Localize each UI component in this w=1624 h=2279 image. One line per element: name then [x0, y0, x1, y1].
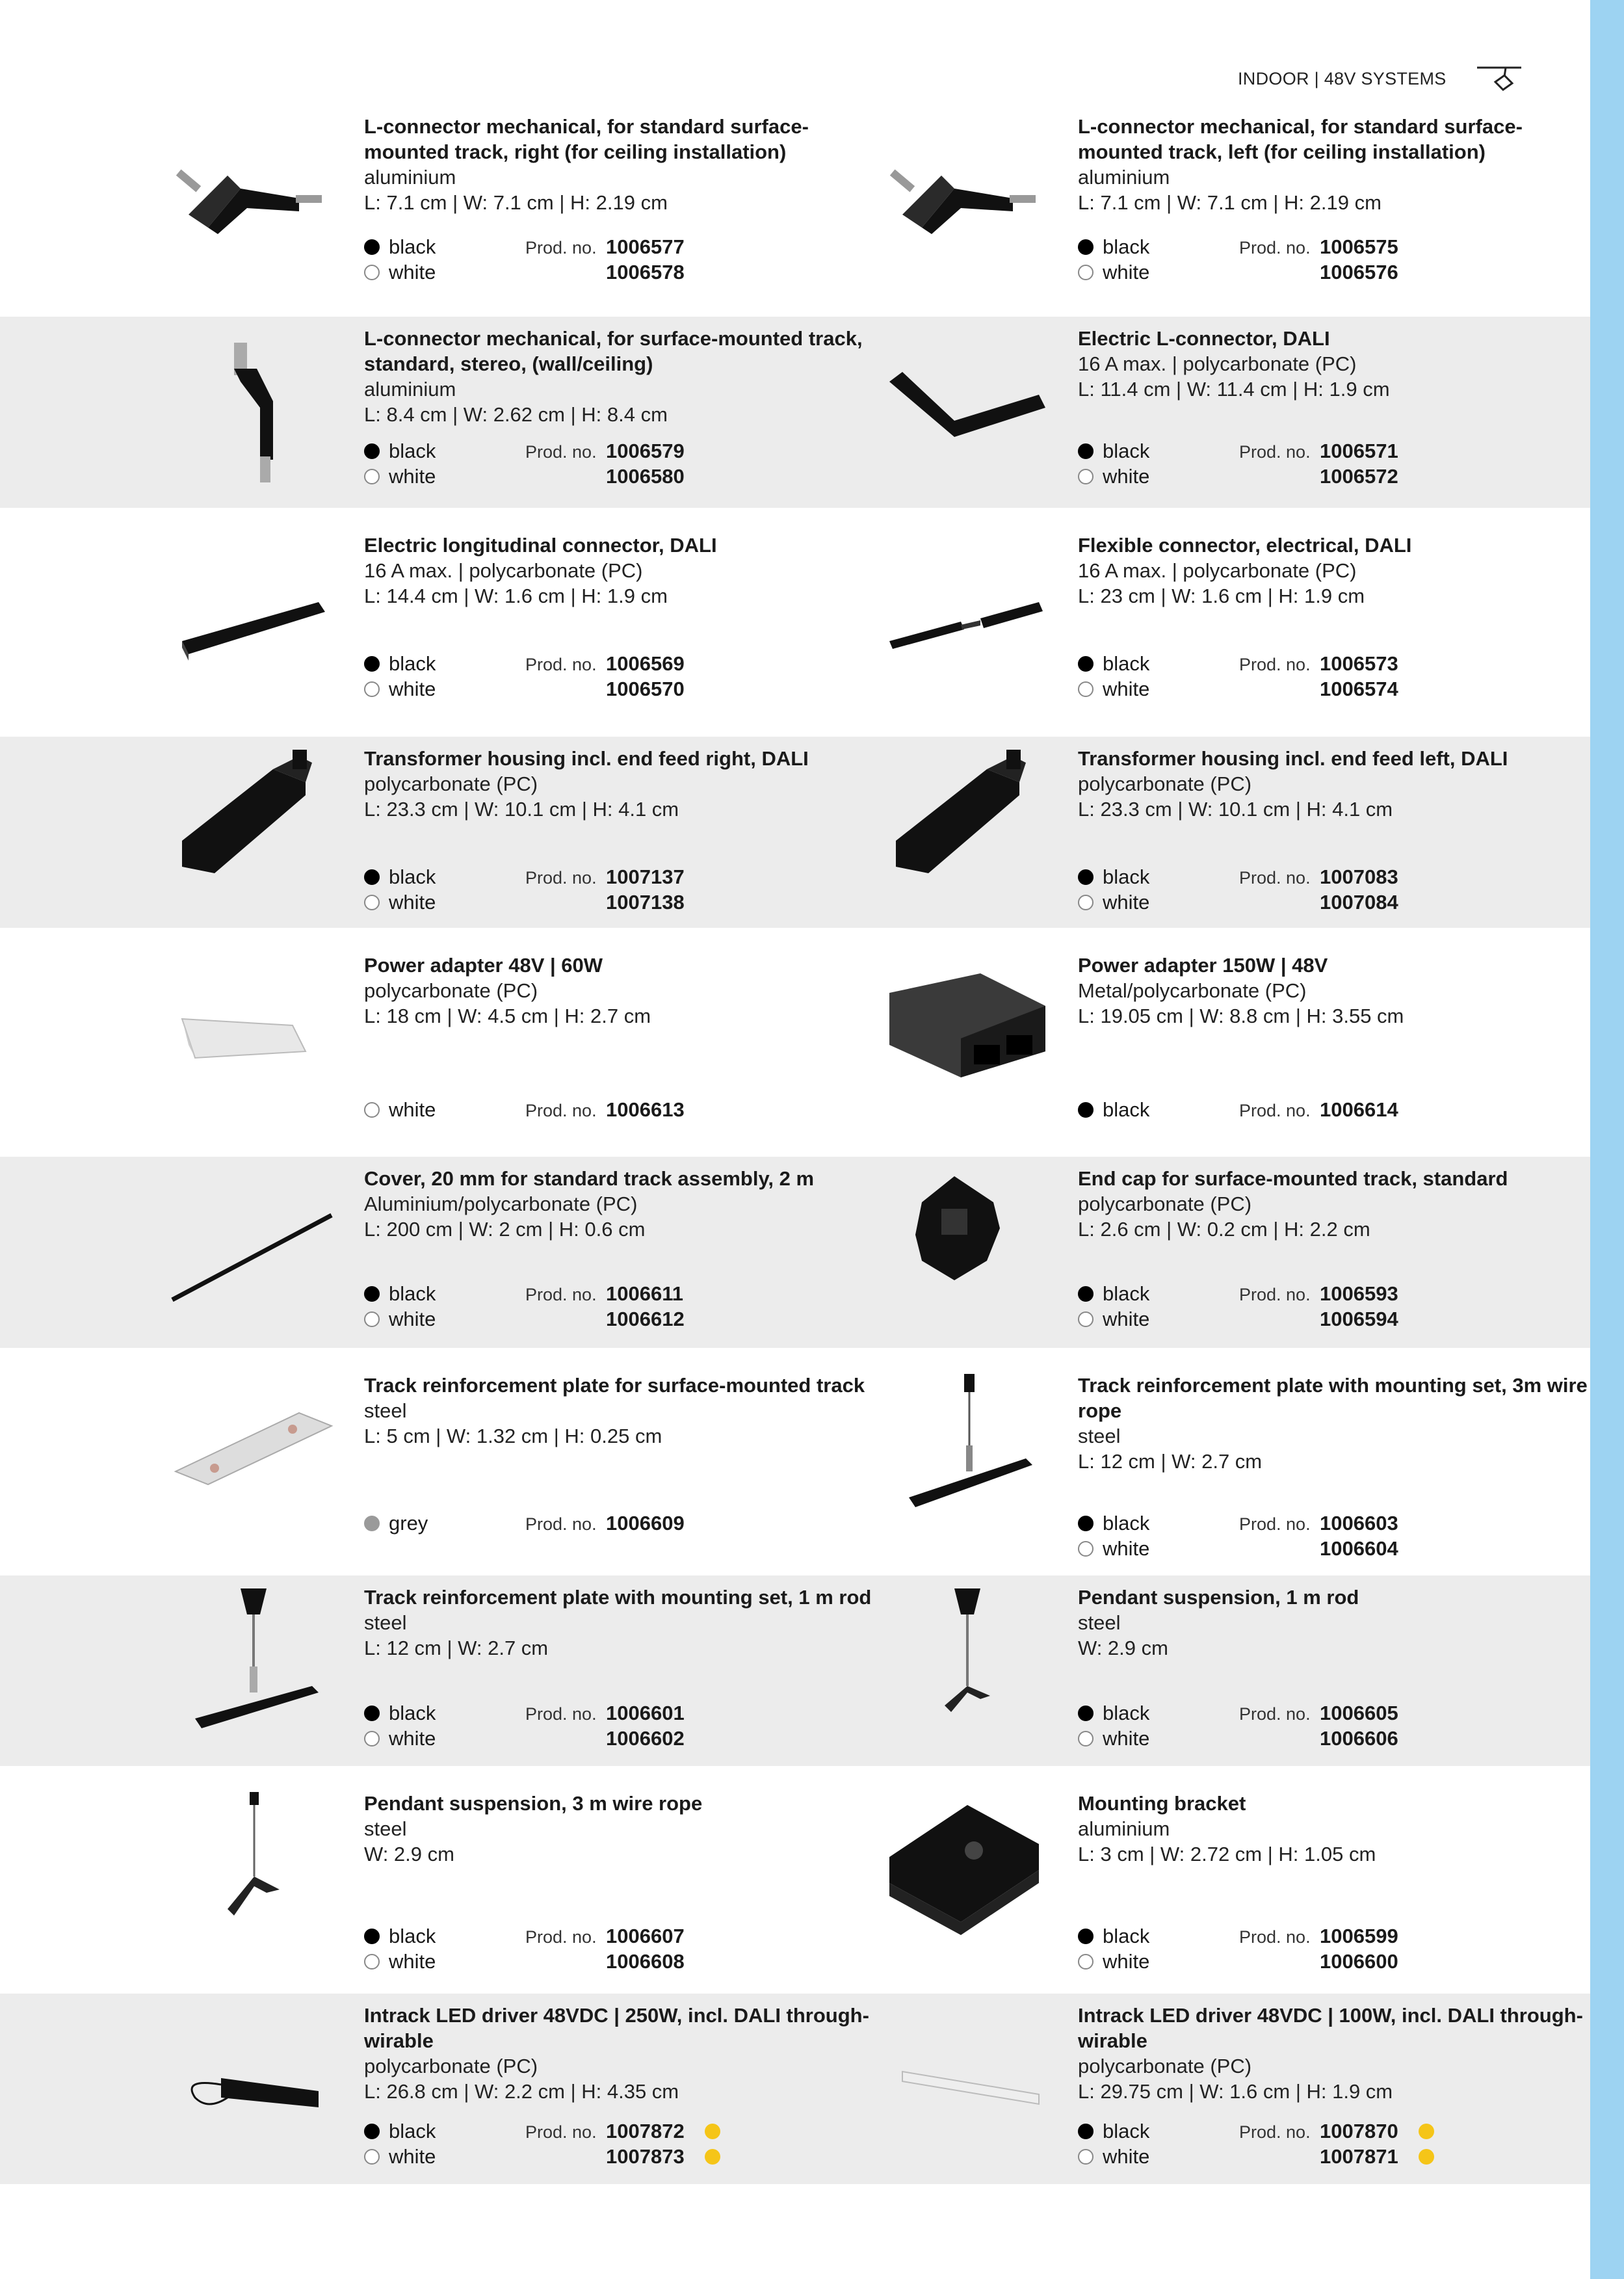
color-name: white: [1103, 1950, 1150, 1973]
variant-row: [364, 1923, 728, 1949]
product-material: steel: [364, 1817, 407, 1840]
color-swatch: [1078, 2124, 1094, 2139]
new-badge-icon: [1419, 2149, 1434, 2165]
color-swatch: [1078, 869, 1094, 885]
product-number: 1006571: [1320, 440, 1398, 462]
color-name: black: [1103, 865, 1150, 888]
product-info: [364, 746, 884, 822]
prod-no-label: Prod. no.: [525, 1514, 597, 1534]
variant-row: [364, 1306, 728, 1332]
product-number: 1006576: [1320, 261, 1398, 283]
color-name: white: [1103, 1308, 1150, 1330]
variant-row: [1078, 889, 1442, 915]
color-name: white: [1103, 891, 1150, 914]
prod-no-label: Prod. no.: [1239, 442, 1311, 462]
product-number: 1006612: [606, 1308, 685, 1330]
product-dimensions: L: 200 cm | W: 2 cm | H: 0.6 cm: [364, 1218, 646, 1241]
variant-list: [1078, 1097, 1442, 1122]
product-title: Power adapter 150W | 48V: [1078, 954, 1328, 977]
product-info: [1078, 1166, 1598, 1242]
color-swatch: [1078, 1286, 1094, 1302]
variant-row: [1078, 1097, 1442, 1122]
variant-list: [1078, 1923, 1442, 1974]
color-swatch: [364, 1311, 380, 1327]
product-material: aluminium: [1078, 166, 1170, 189]
variant-row: [1078, 464, 1442, 489]
product-number: 1007083: [1320, 865, 1398, 888]
product-title: Electric longitudinal connector, DALI: [364, 534, 717, 557]
product-dimensions: L: 5 cm | W: 1.32 cm | H: 0.25 cm: [364, 1425, 662, 1447]
product-info: [1078, 1791, 1598, 1867]
product-material: polycarbonate (PC): [364, 772, 538, 795]
color-name: white: [389, 891, 436, 914]
prod-no-label: Prod. no.: [525, 655, 597, 674]
product-info: [364, 1166, 884, 1242]
color-name: black: [1103, 2120, 1150, 2142]
product-dimensions: L: 8.4 cm | W: 2.62 cm | H: 8.4 cm: [364, 403, 668, 426]
variant-list: [364, 438, 728, 489]
prod-no-label: Prod. no.: [1239, 1514, 1311, 1534]
variant-row: [364, 1726, 728, 1751]
variant-row: [364, 889, 728, 915]
color-swatch: [1078, 265, 1094, 280]
color-swatch: [1078, 681, 1094, 697]
product-title: Pendant suspension, 1 m rod: [1078, 1586, 1359, 1609]
color-name: white: [389, 1950, 436, 1973]
color-name: white: [389, 678, 436, 700]
product-number: 1006601: [606, 1702, 685, 1724]
variant-row: [364, 1949, 728, 1974]
prod-no-label: Prod. no.: [1239, 655, 1311, 674]
color-swatch: [1078, 2149, 1094, 2165]
product-number: 1006604: [1320, 1537, 1398, 1560]
product-number: 1006605: [1320, 1702, 1398, 1724]
new-badge-icon: [1419, 2124, 1434, 2139]
product-info: [1078, 533, 1598, 609]
product-info: [364, 1373, 884, 1449]
color-swatch: [364, 1286, 380, 1302]
product-dimensions: L: 2.6 cm | W: 0.2 cm | H: 2.2 cm: [1078, 1218, 1370, 1241]
product-title: Track reinforcement plate for surface-mounted track: [364, 1374, 865, 1397]
product-number: 1007870: [1320, 2120, 1398, 2142]
flexible-connector-icon: [883, 537, 1052, 700]
color-swatch: [1078, 1706, 1094, 1721]
pendant-wire-icon: [169, 1779, 338, 1942]
variant-row: [1078, 676, 1442, 702]
variant-row: [1078, 2118, 1442, 2144]
variant-row: [364, 234, 728, 259]
product-number: 1006593: [1320, 1282, 1398, 1305]
color-name: white: [389, 261, 436, 283]
variant-list: [364, 651, 728, 702]
prod-no-label: Prod. no.: [1239, 868, 1311, 888]
led-driver-white-icon: [883, 1994, 1052, 2156]
product-info: [1078, 953, 1598, 1029]
variant-list: [1078, 438, 1442, 489]
color-name: white: [1103, 678, 1150, 700]
product-number: 1007871: [1320, 2145, 1398, 2168]
prod-no-label: Prod. no.: [525, 868, 597, 888]
product-dimensions: L: 12 cm | W: 2.7 cm: [364, 1637, 549, 1659]
product-material: steel: [1078, 1425, 1121, 1447]
product-dimensions: L: 23.3 cm | W: 10.1 cm | H: 4.1 cm: [1078, 798, 1393, 821]
variant-list: [1078, 2118, 1442, 2169]
product-number: 1007138: [606, 891, 685, 914]
variant-list: [364, 1923, 728, 1974]
product-material: polycarbonate (PC): [364, 2055, 538, 2077]
variant-row: [364, 1097, 728, 1122]
product-number: 1007137: [606, 865, 685, 888]
wire-rope-mount-icon: [883, 1367, 1052, 1530]
longitudinal-connector-icon: [169, 537, 338, 700]
variant-row: [1078, 234, 1442, 259]
prod-no-label: Prod. no.: [525, 1927, 597, 1947]
product-number: 1006580: [606, 465, 685, 488]
color-name: white: [1103, 465, 1150, 488]
color-swatch: [364, 265, 380, 280]
product-info: [364, 1585, 884, 1661]
variant-list: [1078, 1700, 1442, 1751]
product-number: 1007872: [606, 2120, 685, 2142]
product-title: Power adapter 48V | 60W: [364, 954, 603, 977]
product-info: [1078, 1585, 1598, 1661]
variant-list: [1078, 1510, 1442, 1561]
product-title: Transformer housing incl. end feed left, DALI: [1078, 747, 1508, 770]
variant-row: [1078, 651, 1442, 676]
variant-row: [1078, 1923, 1442, 1949]
variant-row: [364, 2144, 728, 2169]
prod-no-label: Prod. no.: [1239, 1285, 1311, 1304]
color-swatch: [364, 1516, 380, 1531]
product-number: 1006572: [1320, 465, 1398, 488]
color-swatch: [364, 2149, 380, 2165]
product-title: Pendant suspension, 3 m wire rope: [364, 1792, 703, 1815]
product-info: [1078, 746, 1598, 822]
product-material: Aluminium/polycarbonate (PC): [364, 1192, 638, 1215]
section-header: INDOOR | 48V SYSTEMS: [1238, 69, 1447, 88]
product-info: [364, 114, 884, 215]
color-name: black: [1103, 1282, 1150, 1305]
product-title: Cover, 20 mm for standard track assembly, 2 m: [364, 1167, 815, 1190]
color-swatch: [364, 1102, 380, 1118]
power-adapter-black-icon: [883, 947, 1052, 1110]
new-badge-icon: [705, 2124, 720, 2139]
color-swatch: [364, 469, 380, 484]
color-swatch: [364, 239, 380, 255]
rod-mount-icon: [169, 1575, 338, 1738]
color-swatch: [364, 869, 380, 885]
l-connector-stereo-icon: [169, 330, 338, 492]
variant-row: [1078, 1536, 1442, 1561]
variant-row: [364, 259, 728, 285]
product-number: 1006570: [606, 678, 685, 700]
product-title: L-connector mechanical, for surface-mounted track, standard, stereo, (wall/ceiling): [364, 327, 863, 375]
color-name: black: [389, 235, 436, 258]
product-number: 1006613: [606, 1098, 685, 1121]
prod-no-label: Prod. no.: [1239, 1704, 1311, 1724]
variant-row: [364, 1281, 728, 1306]
color-swatch: [1078, 1929, 1094, 1944]
product-dimensions: L: 3 cm | W: 2.72 cm | H: 1.05 cm: [1078, 1843, 1376, 1865]
variant-list: [364, 234, 728, 285]
color-name: black: [389, 1702, 436, 1724]
color-name: white: [389, 1098, 436, 1121]
prod-no-label: Prod. no.: [1239, 1927, 1311, 1947]
product-number: 1006578: [606, 261, 685, 283]
reinforcement-plate-icon: [169, 1367, 338, 1530]
product-title: End cap for surface-mounted track, standard: [1078, 1167, 1508, 1190]
product-title: Intrack LED driver 48VDC | 100W, incl. DALI through-wirable: [1078, 2004, 1583, 2052]
color-swatch: [1078, 895, 1094, 910]
product-info: [1078, 1373, 1598, 1474]
prod-no-label: Prod. no.: [1239, 2122, 1311, 2142]
product-number: 1006603: [1320, 1512, 1398, 1535]
color-swatch: [1078, 1541, 1094, 1557]
product-material: polycarbonate (PC): [364, 979, 538, 1002]
product-number: 1006579: [606, 440, 685, 462]
product-number: 1006606: [1320, 1727, 1398, 1750]
variant-list: [1078, 234, 1442, 285]
product-dimensions: L: 23 cm | W: 1.6 cm | H: 1.9 cm: [1078, 585, 1365, 607]
prod-no-label: Prod. no.: [525, 238, 597, 257]
color-swatch: [1078, 1102, 1094, 1118]
product-dimensions: L: 12 cm | W: 2.7 cm: [1078, 1450, 1263, 1473]
product-title: L-connector mechanical, for standard surface-mounted track, left (for ceiling installation): [1078, 115, 1523, 163]
product-material: 16 A max. | polycarbonate (PC): [1078, 352, 1357, 375]
variant-row: [1078, 2144, 1442, 2169]
variant-row: [1078, 1726, 1442, 1751]
variant-row: [1078, 1510, 1442, 1536]
variant-row: [364, 1510, 728, 1536]
variant-row: [364, 651, 728, 676]
variant-list: [364, 1700, 728, 1751]
prod-no-label: Prod. no.: [1239, 238, 1311, 257]
color-swatch: [1078, 1516, 1094, 1531]
variant-row: [1078, 438, 1442, 464]
color-name: black: [389, 2120, 436, 2142]
color-swatch: [364, 895, 380, 910]
product-info: [364, 953, 884, 1029]
color-name: white: [1103, 2145, 1150, 2168]
variant-row: [364, 864, 728, 889]
color-name: black: [1103, 652, 1150, 675]
product-info: [364, 1791, 884, 1867]
color-swatch: [364, 1954, 380, 1969]
color-name: black: [1103, 1098, 1150, 1121]
product-title: Mounting bracket: [1078, 1792, 1246, 1815]
product-info: [1078, 2003, 1598, 2104]
variant-list: [1078, 1281, 1442, 1332]
color-swatch: [1078, 1311, 1094, 1327]
prod-no-label: Prod. no.: [1239, 1101, 1311, 1120]
product-number: 1006594: [1320, 1308, 1398, 1330]
transformer-housing-icon: [169, 743, 338, 906]
product-material: steel: [364, 1399, 407, 1422]
product-dimensions: L: 11.4 cm | W: 11.4 cm | H: 1.9 cm: [1078, 378, 1390, 401]
color-name: white: [1103, 1537, 1150, 1560]
product-dimensions: L: 29.75 cm | W: 1.6 cm | H: 1.9 cm: [1078, 2080, 1393, 2103]
product-number: 1006602: [606, 1727, 685, 1750]
product-title: Track reinforcement plate with mounting set, 3m wire rope: [1078, 1374, 1588, 1422]
product-info: [364, 2003, 884, 2104]
product-number: 1006614: [1320, 1098, 1398, 1121]
electric-l-connector-icon: [883, 330, 1052, 492]
color-swatch: [1078, 443, 1094, 459]
product-title: Intrack LED driver 48VDC | 250W, incl. DALI through-wirable: [364, 2004, 869, 2052]
variant-list: [364, 2118, 728, 2169]
variant-row: [364, 438, 728, 464]
color-swatch: [364, 681, 380, 697]
product-info: [364, 326, 884, 427]
prod-no-label: Prod. no.: [525, 1285, 597, 1304]
color-name: black: [1103, 1702, 1150, 1724]
color-swatch: [1078, 656, 1094, 672]
product-info: [1078, 114, 1598, 215]
product-number: 1006600: [1320, 1950, 1398, 1973]
color-name: black: [389, 652, 436, 675]
variant-list: [364, 864, 728, 915]
pendant-rod-icon: [883, 1575, 1052, 1738]
color-swatch: [1078, 239, 1094, 255]
product-number: 1006577: [606, 235, 685, 258]
mounting-bracket-icon: [883, 1779, 1052, 1942]
variant-list: [1078, 864, 1442, 915]
product-number: 1006574: [1320, 678, 1398, 700]
product-material: Metal/polycarbonate (PC): [1078, 979, 1307, 1002]
product-material: 16 A max. | polycarbonate (PC): [364, 559, 643, 582]
prod-no-label: Prod. no.: [525, 2122, 597, 2142]
product-dimensions: L: 14.4 cm | W: 1.6 cm | H: 1.9 cm: [364, 585, 668, 607]
product-dimensions: L: 19.05 cm | W: 8.8 cm | H: 3.55 cm: [1078, 1005, 1404, 1027]
product-dimensions: L: 7.1 cm | W: 7.1 cm | H: 2.19 cm: [364, 191, 668, 214]
product-material: steel: [1078, 1611, 1121, 1634]
color-name: black: [389, 440, 436, 462]
product-material: 16 A max. | polycarbonate (PC): [1078, 559, 1357, 582]
product-title: Electric L-connector, DALI: [1078, 327, 1330, 350]
variant-row: [364, 1700, 728, 1726]
variant-list: [1078, 651, 1442, 702]
product-info: [364, 533, 884, 609]
variant-row: [1078, 1306, 1442, 1332]
power-adapter-white-icon: [169, 947, 338, 1110]
product-material: polycarbonate (PC): [1078, 772, 1252, 795]
variant-row: [1078, 864, 1442, 889]
track-spot-icon: [1476, 62, 1525, 95]
color-name: black: [1103, 1925, 1150, 1947]
variant-list: [364, 1510, 728, 1536]
color-swatch: [1078, 1954, 1094, 1969]
product-dimensions: W: 2.9 cm: [364, 1843, 454, 1865]
color-name: white: [1103, 261, 1150, 283]
color-name: white: [389, 1727, 436, 1750]
product-number: 1006599: [1320, 1925, 1398, 1947]
prod-no-label: Prod. no.: [525, 442, 597, 462]
color-swatch: [1078, 1731, 1094, 1746]
product-title: Flexible connector, electrical, DALI: [1078, 534, 1412, 557]
color-name: black: [1103, 440, 1150, 462]
new-badge-icon: [705, 2149, 720, 2165]
product-number: 1006607: [606, 1925, 685, 1947]
product-number: 1007873: [606, 2145, 685, 2168]
product-material: aluminium: [1078, 1817, 1170, 1840]
variant-row: [1078, 1949, 1442, 1974]
color-name: black: [389, 1282, 436, 1305]
product-dimensions: L: 26.8 cm | W: 2.2 cm | H: 4.35 cm: [364, 2080, 679, 2103]
led-driver-black-icon: [169, 1994, 338, 2156]
color-swatch: [1078, 469, 1094, 484]
variant-row: [1078, 1281, 1442, 1306]
product-title: L-connector mechanical, for standard surface-mounted track, right (for ceiling installation): [364, 115, 809, 163]
color-name: black: [389, 1925, 436, 1947]
variant-row: [1078, 1700, 1442, 1726]
color-name: white: [389, 1308, 436, 1330]
product-number: 1007084: [1320, 891, 1398, 914]
variant-list: [364, 1281, 728, 1332]
transformer-housing-icon: [883, 743, 1052, 906]
product-number: 1006611: [606, 1282, 683, 1305]
variant-row: [364, 464, 728, 489]
color-name: white: [1103, 1727, 1150, 1750]
color-name: black: [389, 865, 436, 888]
color-swatch: [364, 1929, 380, 1944]
end-cap-icon: [883, 1163, 1052, 1326]
product-material: polycarbonate (PC): [1078, 2055, 1252, 2077]
color-swatch: [364, 2124, 380, 2139]
variant-row: [1078, 259, 1442, 285]
variant-row: [364, 2118, 728, 2144]
product-number: 1006609: [606, 1512, 685, 1535]
product-title: Track reinforcement plate with mounting set, 1 m rod: [364, 1586, 872, 1609]
product-number: 1006573: [1320, 652, 1398, 675]
color-swatch: [364, 443, 380, 459]
product-material: aluminium: [364, 378, 456, 401]
prod-no-label: Prod. no.: [525, 1704, 597, 1724]
product-material: aluminium: [364, 166, 456, 189]
product-dimensions: L: 23.3 cm | W: 10.1 cm | H: 4.1 cm: [364, 798, 679, 821]
color-name: black: [1103, 235, 1150, 258]
variant-row: [364, 676, 728, 702]
color-swatch: [364, 656, 380, 672]
color-name: black: [1103, 1512, 1150, 1535]
product-dimensions: L: 18 cm | W: 4.5 cm | H: 2.7 cm: [364, 1005, 651, 1027]
l-connector-left-icon: [883, 137, 1052, 299]
l-connector-right-icon: [169, 137, 338, 299]
product-number: 1006608: [606, 1950, 685, 1973]
product-material: steel: [364, 1611, 407, 1634]
track-cover-icon: [169, 1163, 338, 1326]
color-name: grey: [389, 1512, 428, 1535]
color-swatch: [364, 1731, 380, 1746]
product-number: 1006569: [606, 652, 685, 675]
product-title: Transformer housing incl. end feed right, DALI: [364, 747, 809, 770]
product-dimensions: L: 7.1 cm | W: 7.1 cm | H: 2.19 cm: [1078, 191, 1382, 214]
prod-no-label: Prod. no.: [525, 1101, 597, 1120]
color-name: white: [389, 2145, 436, 2168]
product-info: [1078, 326, 1598, 402]
product-number: 1006575: [1320, 235, 1398, 258]
color-name: white: [389, 465, 436, 488]
color-swatch: [364, 1706, 380, 1721]
variant-list: [364, 1097, 728, 1122]
product-dimensions: W: 2.9 cm: [1078, 1637, 1168, 1659]
product-material: polycarbonate (PC): [1078, 1192, 1252, 1215]
